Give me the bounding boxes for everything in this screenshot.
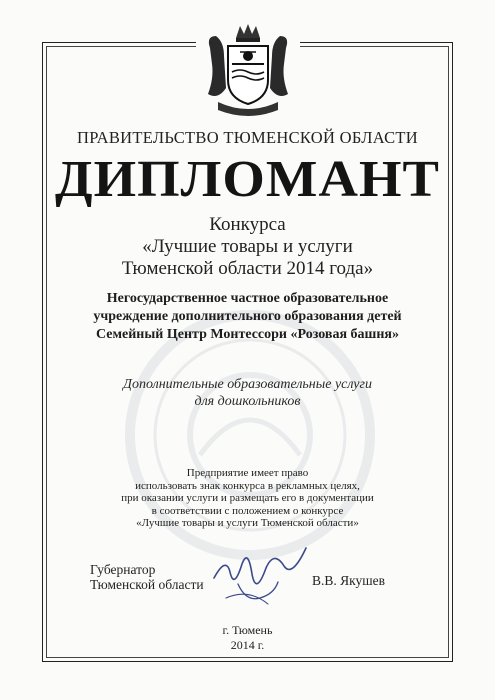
place-city: г. Тюмень: [222, 623, 273, 637]
handwritten-signature-icon: [208, 538, 313, 610]
service-description: [0, 376, 495, 410]
rights-line: при оказании услуги и размещать его в документации: [121, 492, 374, 504]
organization-name: [0, 290, 495, 344]
service-line: Дополнительные образовательные услуги: [123, 377, 372, 392]
usage-rights-text: [0, 467, 495, 530]
service-line: для дошкольников: [194, 394, 301, 409]
organization-line: Негосударственное частное образовательное: [106, 291, 389, 306]
organization-line: учреждение дополнительного образования детей: [93, 309, 402, 324]
signer-name: В.В. Якушев: [312, 573, 386, 588]
contest-line: «Лучшие товары и услуги: [142, 236, 353, 257]
place-year: 2014 г.: [230, 638, 265, 652]
organization-line: Семейный Центр Монтессори «Розовая башня»: [95, 327, 399, 342]
rights-line: использовать знак конкурса в рекламных целях,: [135, 479, 360, 492]
contest-line: Конкурса: [209, 214, 286, 235]
rights-line: в соответствии с положением о конкурсе: [151, 504, 344, 517]
place-and-year: [0, 623, 495, 653]
governor-line: Тюменской области: [90, 577, 204, 592]
governor-title: [90, 562, 204, 592]
rights-line: Предприятие имеет право: [186, 467, 309, 479]
government-name: ПРАВИТЕЛЬСТВО ТЮМЕНСКОЙ ОБЛАСТИ: [77, 128, 418, 147]
governor-line: Губернатор: [90, 562, 156, 577]
diploma-title: ДИПЛОМАНТ: [55, 151, 440, 208]
contest-name: [0, 214, 495, 280]
tyumen-coat-of-arms-icon: [196, 18, 300, 122]
rights-line: «Лучшие товары и услуги Тюменской области»: [136, 517, 359, 529]
contest-line: Тюменской области 2014 года»: [121, 258, 374, 279]
